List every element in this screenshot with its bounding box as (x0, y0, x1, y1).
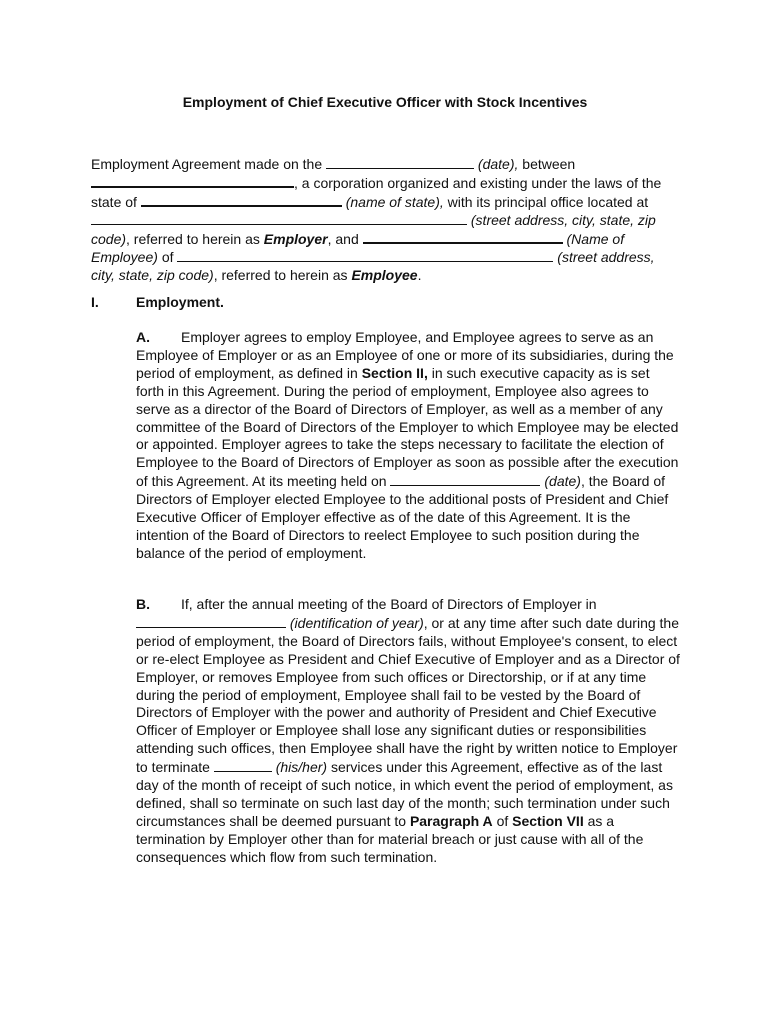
paragraph-a (136, 329, 681, 563)
paragraph-text: as a termination by Employer other than for material breach or just cause with all of the consequences which flow from such termination. (136, 812, 644, 865)
intro-text: Employment Agreement made on the (91, 156, 323, 172)
year-hint: (identification of year) (289, 614, 424, 631)
document-title: Employment of Chief Executive Officer with Stock Incentives (182, 94, 588, 110)
intro-paragraph (91, 155, 681, 284)
paragraph-text: in such executive capacity as is set forth in this Agreement. During the period of employment, Employee also agrees to serve as a director of the Board of Directors of Employer, as well as a member of any committee of the Board of Directors of the Employer to which Employee may be elected or appointed. Employer agrees to take the steps necessary to facilitate the election of Employee to the Board of Directors of Employer as soon as possible after the execution of this Agreement. At its meeting held on (136, 364, 679, 490)
section-heading (91, 293, 224, 311)
section-title: Employment. (136, 294, 224, 310)
paragraph-text: Employer agrees to employ Employee, and Employee agrees to serve as an Employee of Employer or as an Employee of one or more of its subsidiaries, during the period of employment, as defined in (136, 329, 674, 381)
employee-name-blank[interactable] (363, 229, 563, 244)
pronoun-hint: (his/her) (275, 759, 328, 776)
section-number: I. (91, 294, 99, 310)
employee-address-blank[interactable] (177, 248, 553, 262)
paragraph-text: If, after the annual meeting of the Board of Directors of Employer in (181, 596, 597, 612)
employee-term: Employee (351, 267, 418, 283)
meeting-date-blank[interactable] (390, 472, 540, 486)
corporation-name-blank[interactable] (91, 173, 294, 188)
employee-address-hint: (street address, city, state, zip code) (91, 249, 655, 283)
pronoun-blank[interactable] (214, 758, 272, 772)
intro-text: , a corporation organized and existing under the laws of the state of (91, 175, 662, 210)
employee-name-hint: (Name of Employee) (91, 231, 625, 265)
paragraph-label: B. (136, 596, 150, 612)
office-address-blank[interactable] (91, 211, 467, 225)
paragraph-label: A. (136, 329, 150, 345)
address-hint: (street address, city, state, zip code) (91, 212, 656, 247)
paragraph-text: of (496, 812, 509, 829)
intro-text: , referred to herein as (126, 231, 260, 247)
intro-text: with its principal office located at (447, 194, 649, 210)
intro-text: . (417, 267, 422, 283)
paragraph-reference: Paragraph A (409, 812, 493, 829)
employer-term: Employer (263, 231, 328, 247)
intro-text: , and (327, 231, 359, 247)
paragraph-b (136, 596, 681, 867)
date-blank[interactable] (326, 155, 474, 169)
date-hint: (date) (544, 473, 581, 490)
state-hint: (name of state), (345, 194, 444, 210)
intro-text: of (161, 249, 174, 265)
paragraph-text: , the Board of Directors of Employer elected Employee to the additional posts of President and Chief Executive Officer of Employer effective as of the date of this Agreement. It is the intention of the Board of Directors to reelect Employee to such position during the balance of the period of employment. (136, 473, 669, 561)
paragraph-text: , or at any time after such date during the period of employment, the Board of Directors fails, without Employee's consent, to elect or re-elect Employee as President and Chief Executive of Employer and as a Director of Employer, or removes Employee from such offices or Directorship, or if at any time during the period of employment, Employee shall fail to be vested by the Board of Directors of Employer with the power and authority of President and Chief Executive Officer of Employer or Employee shall lose any significant duties or responsibilities attending such offices, then Employee shall have the right by written notice to Employer to terminate (136, 614, 680, 776)
section-reference: Section II, (361, 364, 428, 381)
paragraph-text: services under this Agreement, effective as of the last day of the month of receipt of such notice, in which event the period of employment, as defined, shall so terminate on such last day of the month; such termination under such circumstances shall be deemed pursuant to (136, 759, 673, 829)
intro-text: between (522, 156, 576, 172)
section-reference: Section VII (512, 812, 584, 829)
intro-text: , referred to herein as (213, 267, 348, 283)
year-blank[interactable] (136, 614, 286, 628)
state-blank[interactable] (141, 192, 342, 207)
date-hint: (date), (477, 156, 519, 172)
